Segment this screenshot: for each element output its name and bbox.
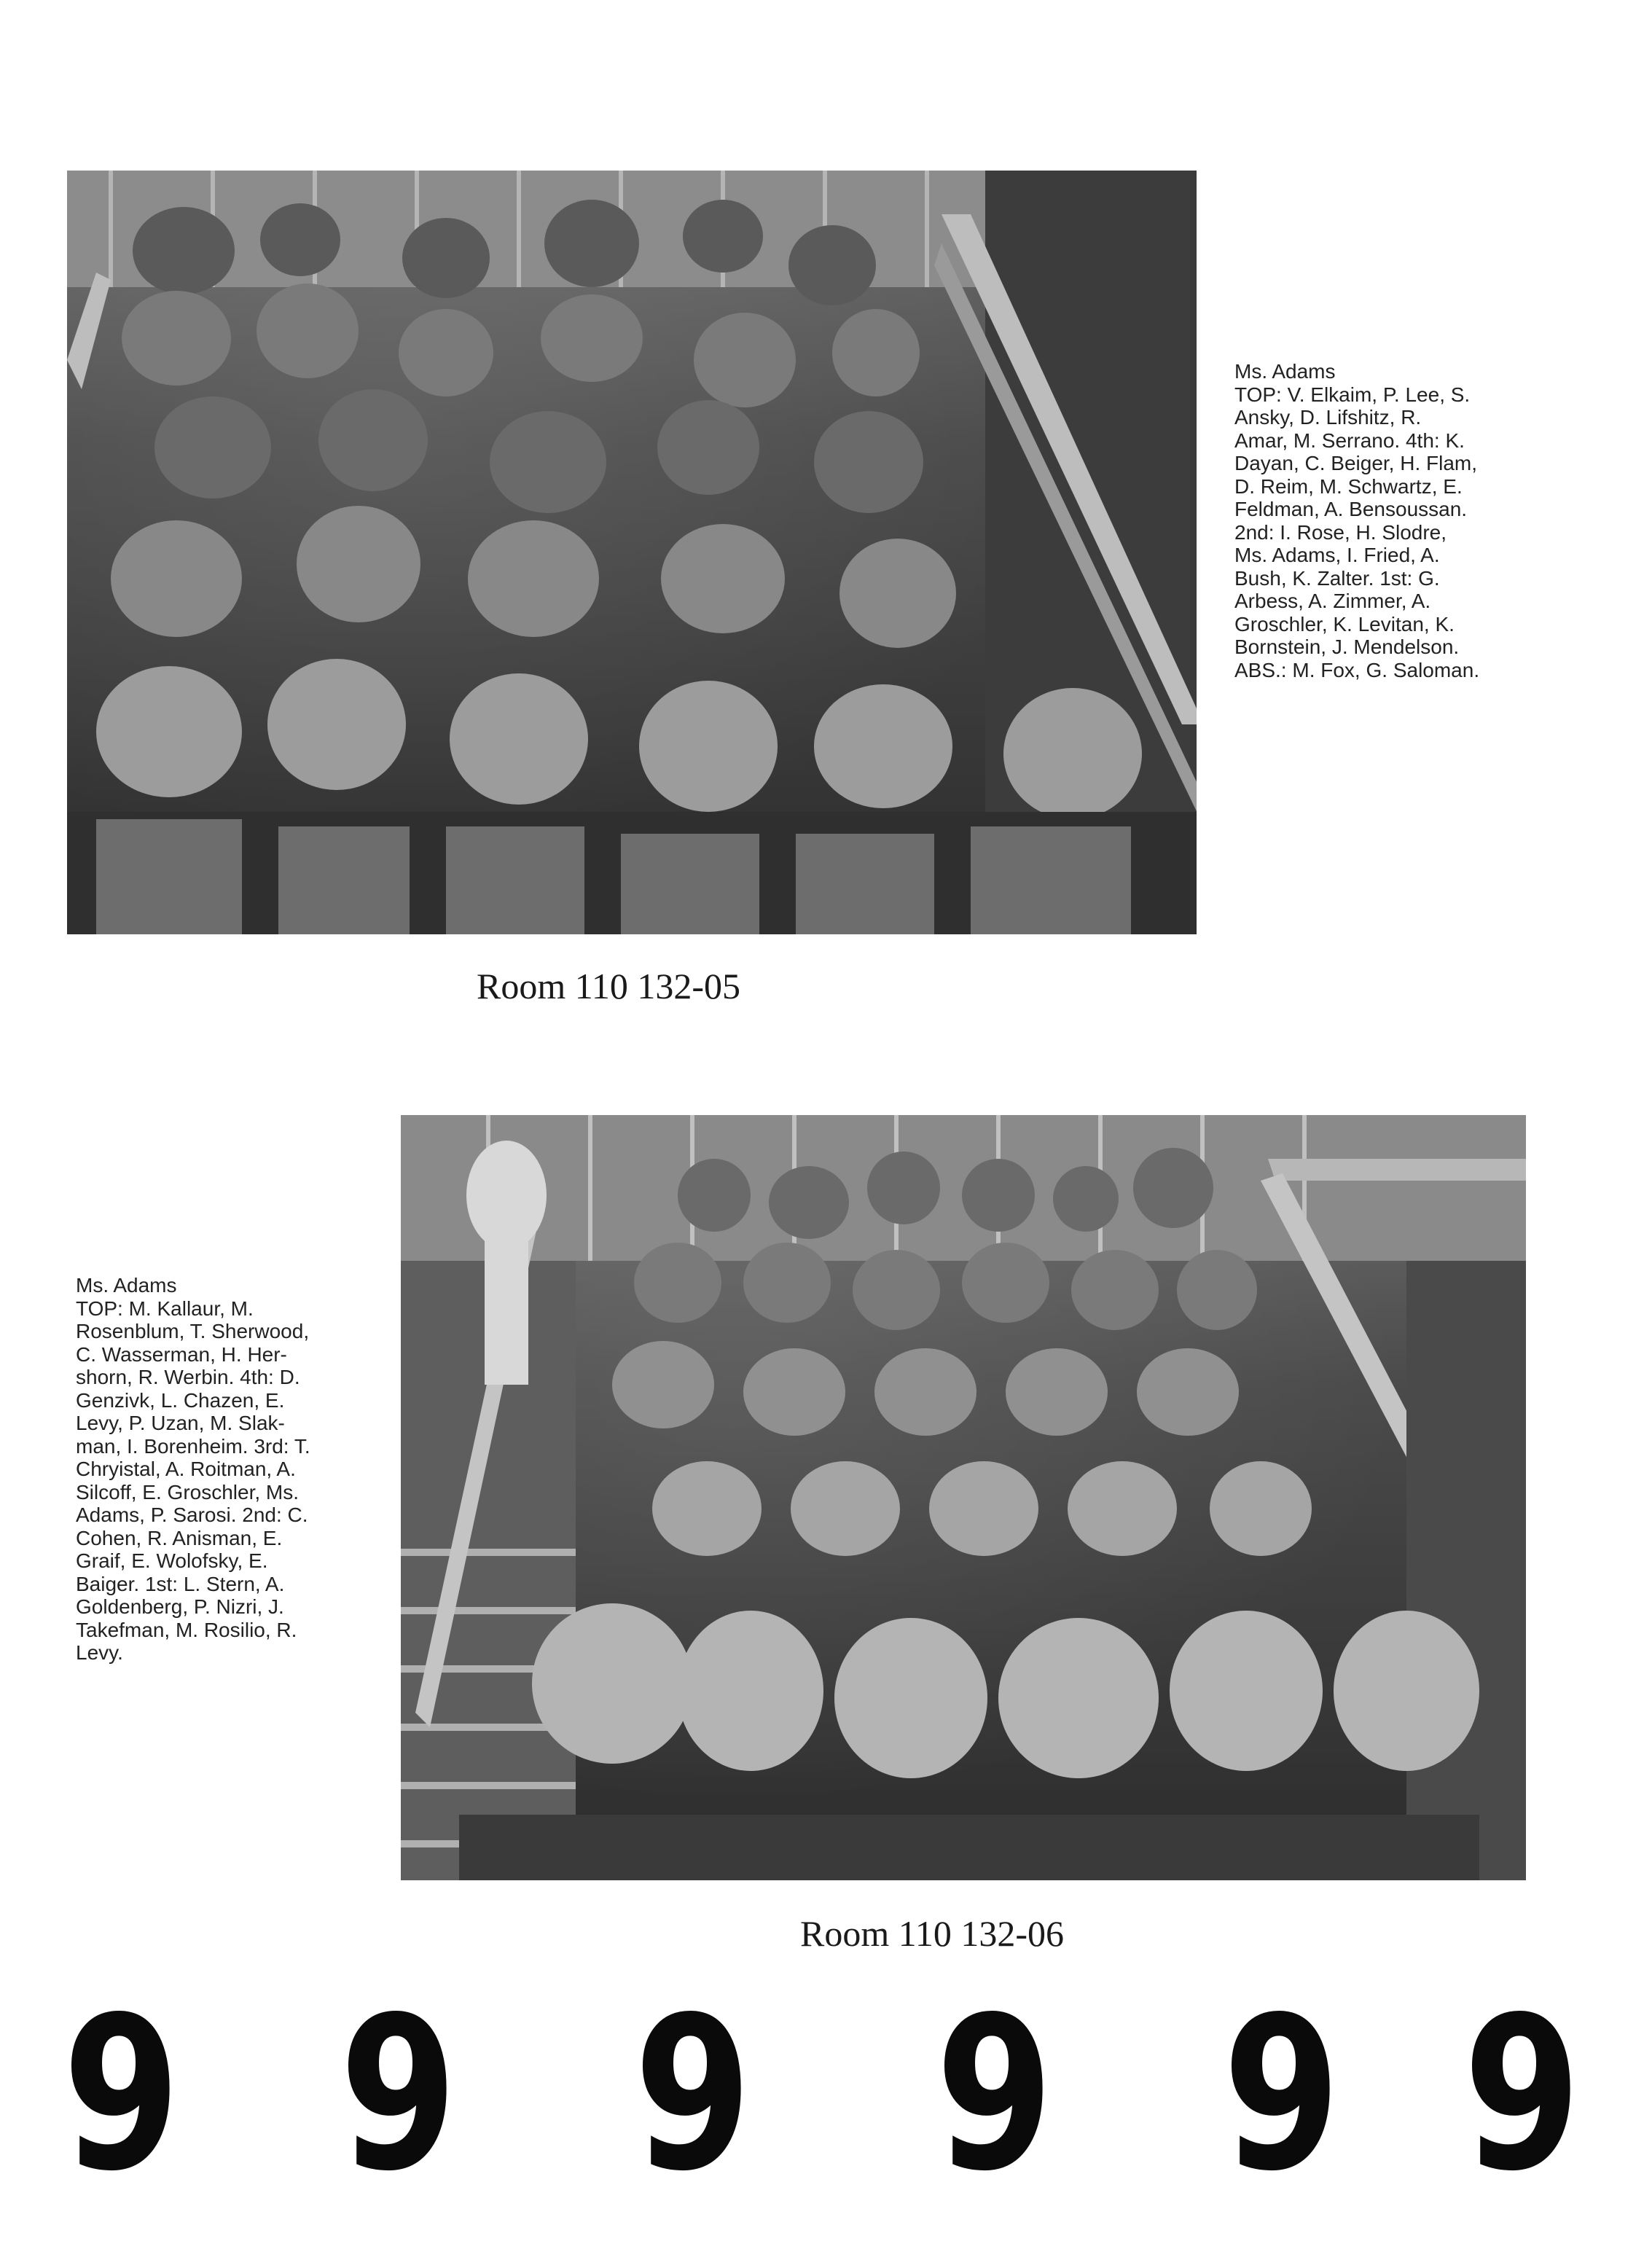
caption-line: Genzivk, L. Chazen, E. bbox=[76, 1388, 285, 1412]
caption-line: Baiger. 1st: L. Stern, A. bbox=[76, 1572, 285, 1595]
caption-line: Arbess, A. Zimmer, A. bbox=[1234, 590, 1431, 612]
caption-line: TOP: V. Elkaim, P. Lee, S. bbox=[1234, 383, 1471, 406]
caption-line: Rosenblum, T. Sherwood, bbox=[76, 1320, 310, 1342]
room-label-2: Room 110 132-06 bbox=[800, 1913, 1065, 1954]
caption-line: Bornstein, J. Mendelson. bbox=[1234, 636, 1460, 658]
grade-nine-digit: 9 bbox=[936, 1972, 1054, 2218]
caption-line: Chryistal, A. Roitman, A. bbox=[76, 1458, 296, 1480]
caption-line: Adams, P. Sarosi. 2nd: C. bbox=[76, 1503, 308, 1526]
class-photo-2-image bbox=[401, 1115, 1526, 1880]
caption-line: Levy. bbox=[76, 1641, 123, 1664]
caption-line: Takefman, M. Rosilio, R. bbox=[76, 1618, 297, 1641]
caption-line: shorn, R. Werbin. 4th: D. bbox=[76, 1366, 300, 1388]
caption-line: Ms. Adams bbox=[76, 1274, 177, 1297]
class-1-caption bbox=[1234, 360, 1519, 681]
grade-nine-banner bbox=[0, 1972, 1644, 2218]
caption-line: ABS.: M. Fox, G. Saloman. bbox=[1234, 658, 1480, 681]
grade-nine-digit: 9 bbox=[1223, 1972, 1341, 2218]
grade-nine-digit: 9 bbox=[1463, 1972, 1581, 2218]
caption-line: Groschler, K. Levitan, K. bbox=[1234, 612, 1455, 636]
caption-line: C. Wasserman, H. Her- bbox=[76, 1342, 287, 1366]
grade-nine-digit: 9 bbox=[63, 1972, 181, 2218]
caption-line: Bush, K. Zalter. 1st: G. bbox=[1234, 566, 1440, 590]
grade-nine-digit: 9 bbox=[340, 1972, 458, 2218]
room-label-1: Room 110 132-05 bbox=[477, 966, 741, 1006]
caption-line: Feldman, A. Bensoussan. bbox=[1234, 498, 1468, 520]
class-photo-2 bbox=[401, 1115, 1526, 1880]
caption-line: Silcoff, E. Groschler, Ms. bbox=[76, 1480, 300, 1503]
class-2-caption bbox=[76, 1274, 364, 1665]
caption-line: D. Reim, M. Schwartz, E. bbox=[1234, 474, 1463, 498]
caption-line: Ms. Adams, I. Fried, A. bbox=[1234, 544, 1440, 566]
caption-line: Ms. Adams bbox=[1234, 360, 1336, 383]
caption-line: Goldenberg, P. Nizri, J. bbox=[76, 1595, 284, 1618]
caption-line: Amar, M. Serrano. 4th: K. bbox=[1234, 429, 1465, 452]
grade-nine-digit: 9 bbox=[634, 1972, 752, 2218]
caption-line: Cohen, R. Anisman, E. bbox=[76, 1526, 283, 1549]
caption-line: 2nd: I. Rose, H. Slodre, bbox=[1234, 520, 1447, 544]
class-photo-1-image bbox=[67, 171, 1197, 934]
caption-line: TOP: M. Kallaur, M. bbox=[76, 1297, 254, 1320]
class-photo-1 bbox=[67, 171, 1197, 934]
caption-line: Levy, P. Uzan, M. Slak- bbox=[76, 1412, 285, 1434]
caption-line: Dayan, C. Beiger, H. Flam, bbox=[1234, 452, 1478, 474]
caption-line: Ansky, D. Lifshitz, R. bbox=[1234, 406, 1422, 429]
caption-line: Graif, E. Wolofsky, E. bbox=[76, 1549, 268, 1572]
caption-line: man, I. Borenheim. 3rd: T. bbox=[76, 1434, 310, 1458]
